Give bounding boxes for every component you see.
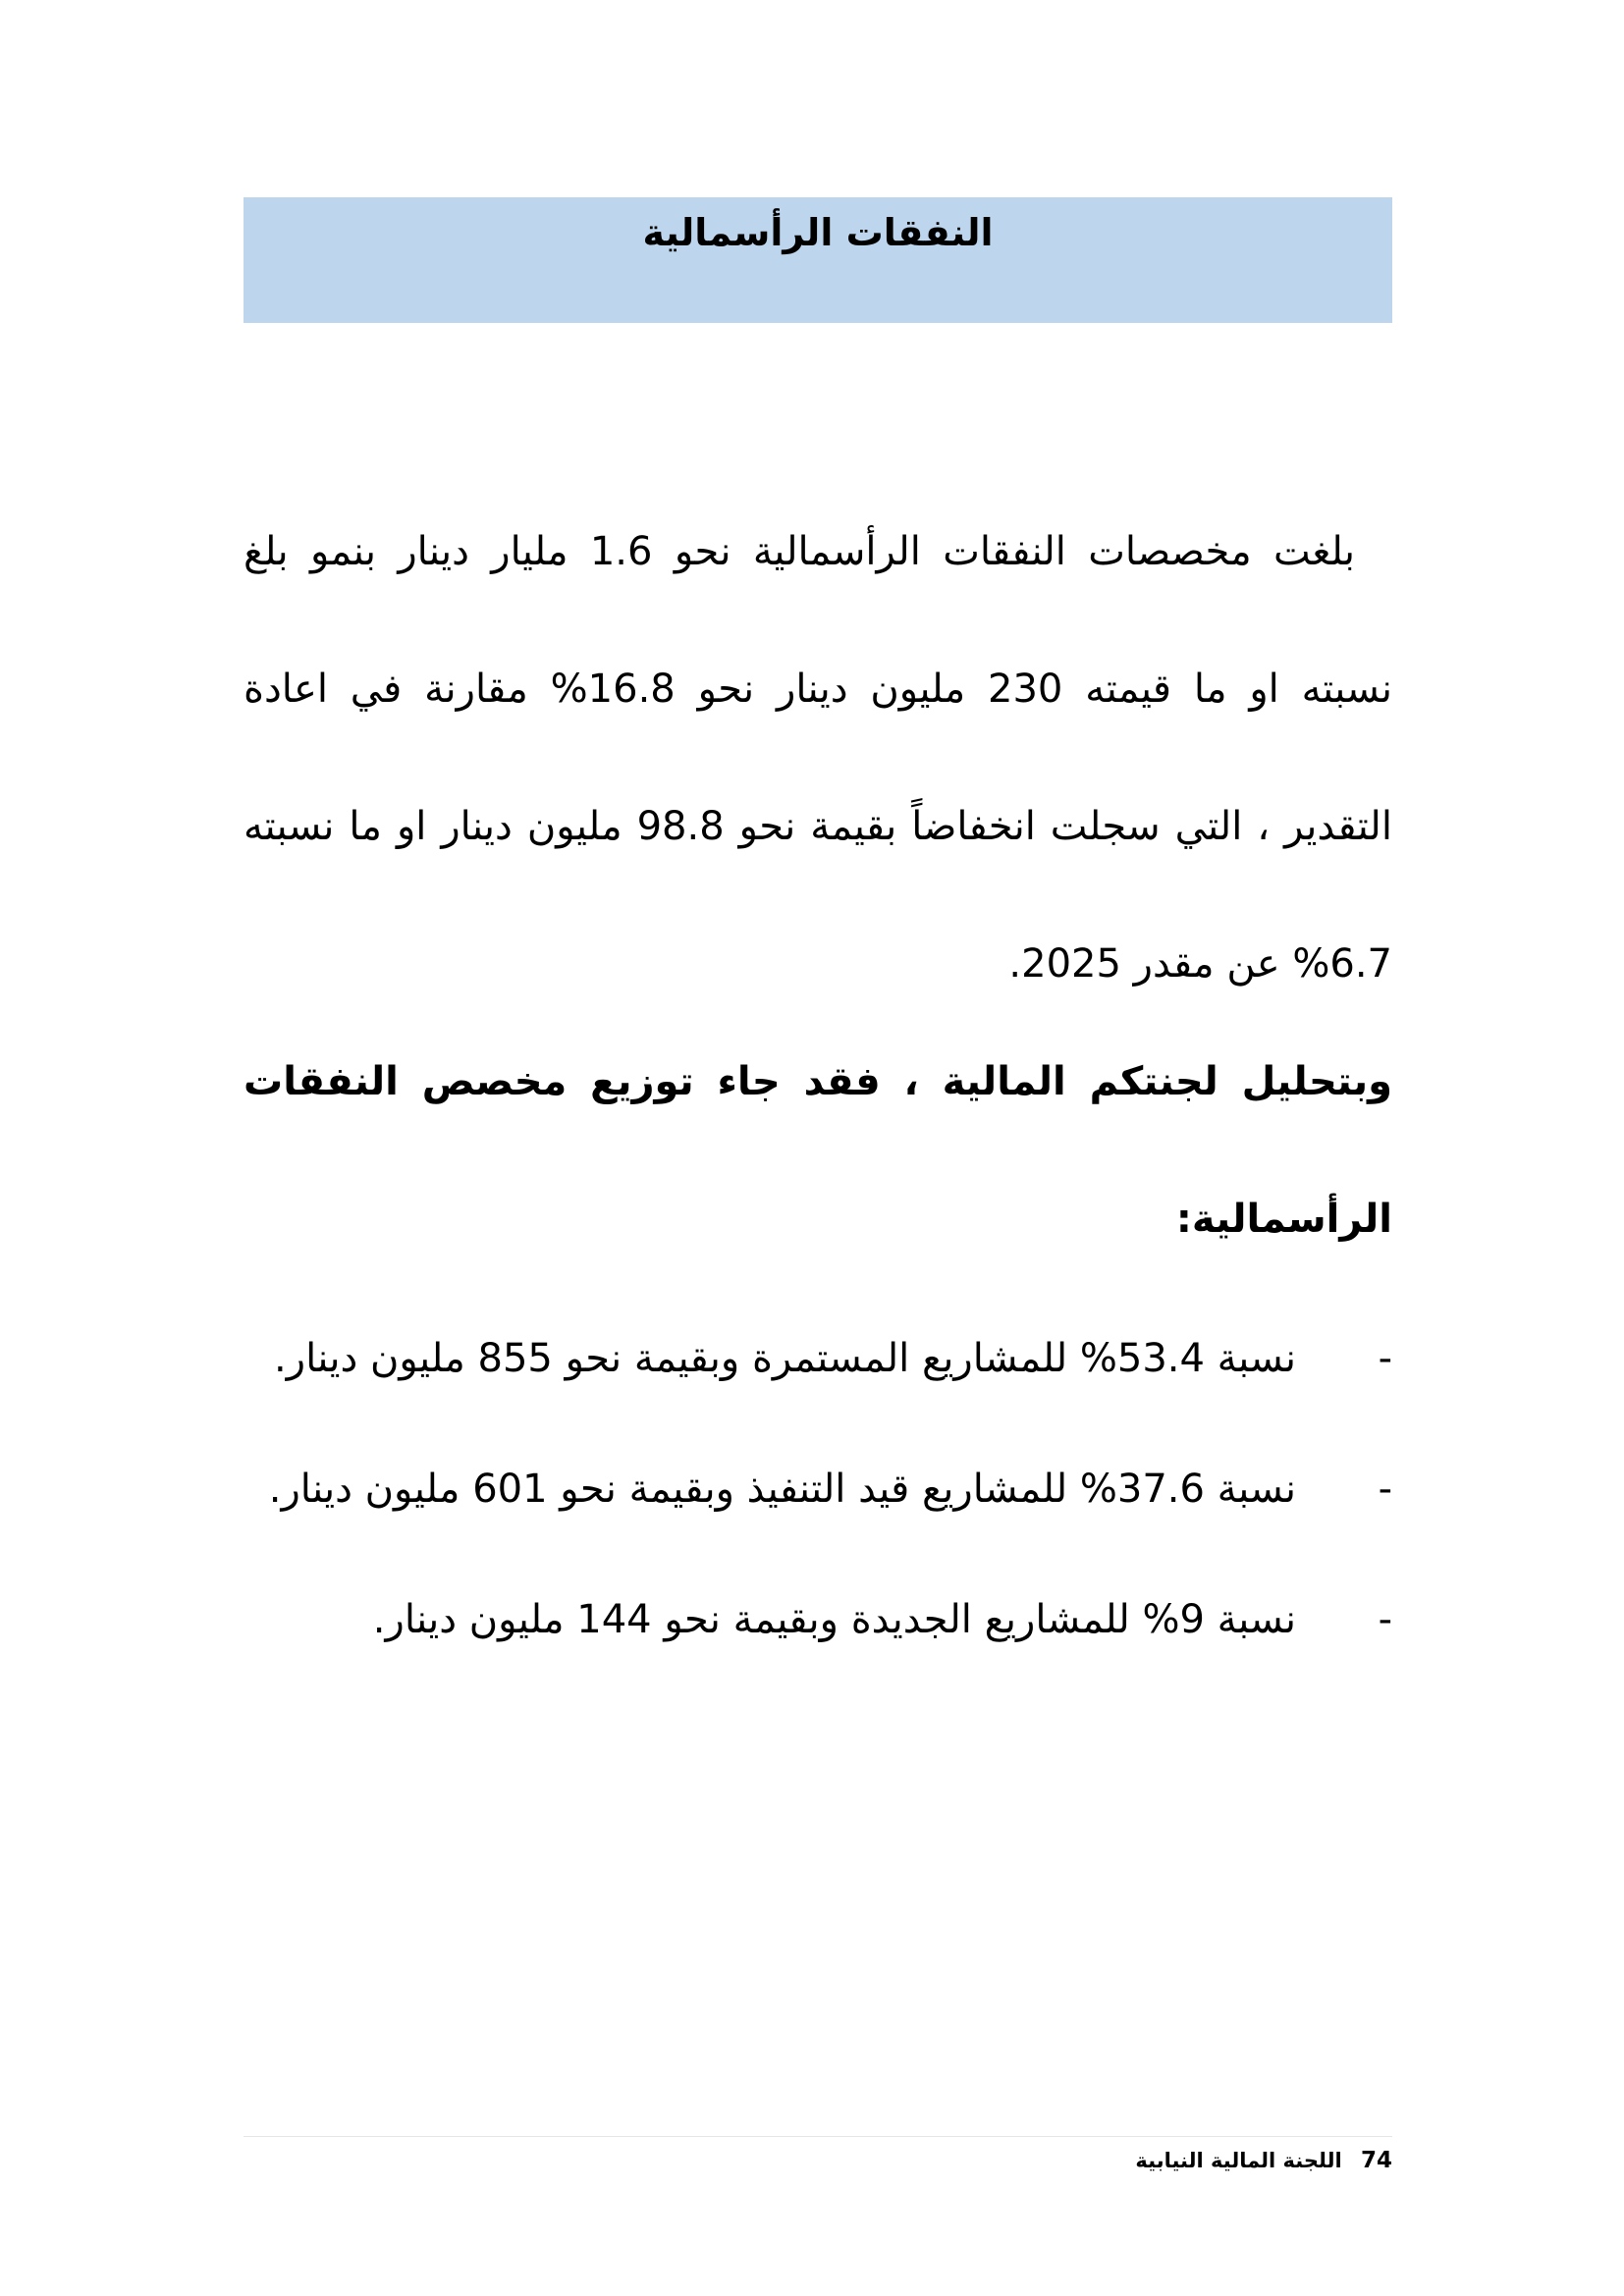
list-item [244, 1555, 1392, 1685]
section-title-banner [244, 197, 1392, 323]
list-item [244, 1294, 1392, 1424]
section-title: النفقات الرأسمالية [642, 211, 994, 254]
footer-divider [244, 2136, 1392, 2137]
analysis-heading-paragraph: وبتحليل لجنتكم المالية ، فقد جاء توزيع مخصص النفقات الرأسمالية: [244, 1059, 1392, 1242]
bullet-dash: - [1378, 1336, 1392, 1381]
list-item [244, 1424, 1392, 1555]
list-item-text: نسبة 37.6% للمشاريع قيد التنفيذ وبقيمة نحو 601 مليون دينار. [268, 1467, 1296, 1512]
bullet-dash: - [1378, 1597, 1392, 1642]
page-number: 74 [1360, 2148, 1392, 2173]
list-item-text: نسبة 53.4% للمشاريع المستمرة وبقيمة نحو 855 مليون دينار. [274, 1336, 1296, 1381]
footer-label: اللجنة المالية النيابية [1135, 2149, 1342, 2172]
distribution-list [244, 1294, 1392, 1685]
page-footer [1135, 2146, 1392, 2175]
intro-paragraph: بلغت مخصصات النفقات الرأسمالية نحو 1.6 مليار دينار بنمو بلغ نسبته او ما قيمته 230 مليون دينار نحو 16.8% مقارنة في اعادة التقدير ، التي سجلت انخفاضاً بقيمة نحو 98.8 مليون دينار او ما نسبته 6.7% عن مقدر 2025. [244, 529, 1393, 987]
bullet-dash: - [1378, 1467, 1392, 1512]
list-item-text: نسبة 9% للمشاريع الجديدة وبقيمة نحو 144 مليون دينار. [372, 1597, 1296, 1642]
